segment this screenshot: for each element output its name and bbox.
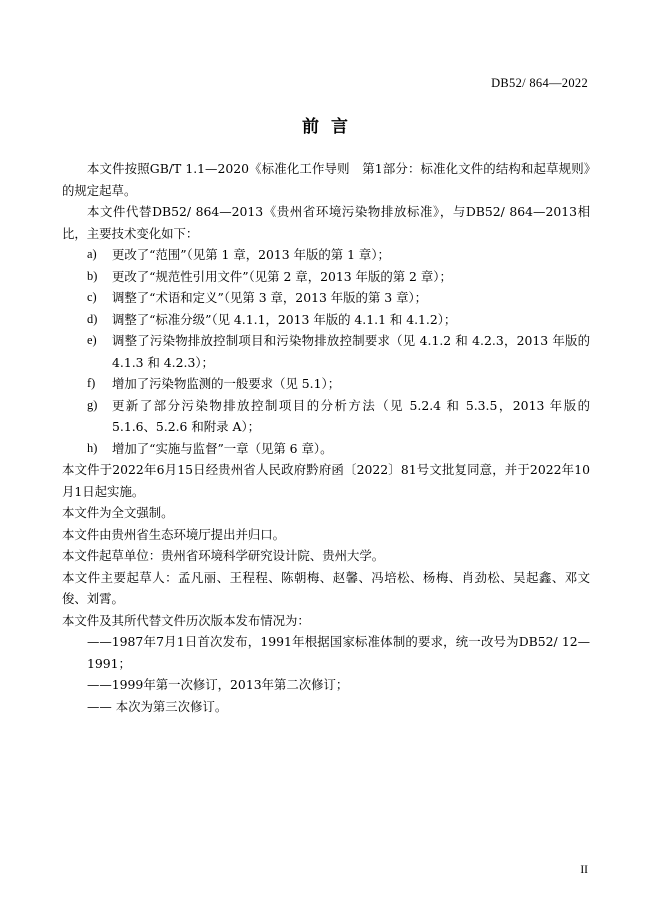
version-history-text: —— 本次为第三次修订。: [87, 698, 228, 714]
list-marker: f): [87, 376, 96, 390]
list-marker: b): [87, 268, 98, 283]
list-item-text: 调整了污染物排放控制项目和污染物排放控制要求（见 4.1.2 和 4.2.3，2013 年版的 4.1.3 和 4.2.3）；: [112, 333, 590, 370]
list-marker: a): [87, 247, 97, 261]
list-marker: g): [87, 397, 98, 412]
version-history-text: ——1987年7月1日首次发布，1991年根据国家标准体制的要求，统一改号为DB52/ 12—1991；: [87, 634, 590, 671]
version-history-text: ——1999年第一次修订，2013年第二次修订；: [87, 677, 349, 692]
list-item: [62, 395, 590, 438]
paragraph-mandatory: 本文件为全文强制。: [62, 505, 174, 520]
list-marker: d): [87, 311, 98, 326]
list-item-text: 更新了部分污染物排放控制项目的分析方法（见 5.2.4 和 5.3.5，2013 年版的 5.1.6、5.2.6 和附录 A）；: [112, 397, 590, 434]
list-item: [62, 309, 590, 331]
list-marker: c): [87, 290, 97, 304]
list-item-text: 增加了污染物监测的一般要求（见 5.1）；: [112, 376, 341, 391]
page-title: 前言: [302, 117, 360, 137]
paragraph-replaces-standard: 本文件代替DB52/ 864—2013《贵州省环境污染物排放标准》，与DB52/ 864—2013相比，主要技术变化如下：: [62, 204, 590, 241]
document-body: [62, 158, 590, 717]
paragraph-drafting-organizations: 本文件起草单位：贵州省环境科学研究设计院、贵州大学。: [62, 548, 385, 563]
paragraph-drafting-rules: 本文件按照GB/T 1.1—2020《标准化工作导则 第1部分：标准化文件的结构和起草规则》的规定起草。: [62, 161, 590, 198]
list-item: [62, 330, 590, 373]
list-item: [62, 373, 590, 395]
list-item-text: 增加了“实施与监督”一章（见第 6 章）。: [112, 440, 333, 456]
list-item-text: 调整了“标准分级”（见 4.1.1，2013 年版的 4.1.1 和 4.1.2）；: [112, 311, 457, 327]
list-item-text: 调整了“术语和定义”（见第 3 章，2013 年版的第 3 章）；: [112, 290, 428, 305]
list-item: [62, 438, 590, 460]
technical-changes-list: [62, 244, 590, 459]
paragraph-version-history-intro: 本文件及其所代替文件历次版本发布情况为：: [62, 612, 310, 628]
page-header-standard-number: DB52/ 864—2022: [491, 76, 588, 90]
paragraph-proposing-department: 本文件由贵州省生态环境厅提出并归口。: [62, 526, 286, 542]
version-history-item: [62, 674, 590, 696]
version-history-item: [62, 696, 590, 718]
version-history-item: [62, 631, 590, 674]
list-item: [62, 244, 590, 266]
paragraph-main-drafters: 本文件主要起草人：孟凡丽、王程程、陈朝梅、赵馨、冯培松、杨梅、肖劲松、吴起鑫、邓文俊、刘霄。: [62, 569, 590, 606]
list-item-text: 更改了“范围”（见第 1 章，2013 年版的第 1 章）；: [112, 247, 390, 262]
paragraph-approval-and-effective-date: 本文件于2022年6月15日经贵州省人民政府黔府函〔2022〕81号文批复同意，并于2022年10月1日起实施。: [62, 462, 590, 499]
list-item-text: 更改了“规范性引用文件”（见第 2 章，2013 年版的第 2 章）；: [112, 268, 452, 284]
list-item: [62, 266, 590, 288]
list-marker: h): [87, 440, 98, 455]
page-number: II: [580, 864, 588, 876]
list-item: [62, 287, 590, 309]
list-marker: e): [87, 333, 97, 347]
